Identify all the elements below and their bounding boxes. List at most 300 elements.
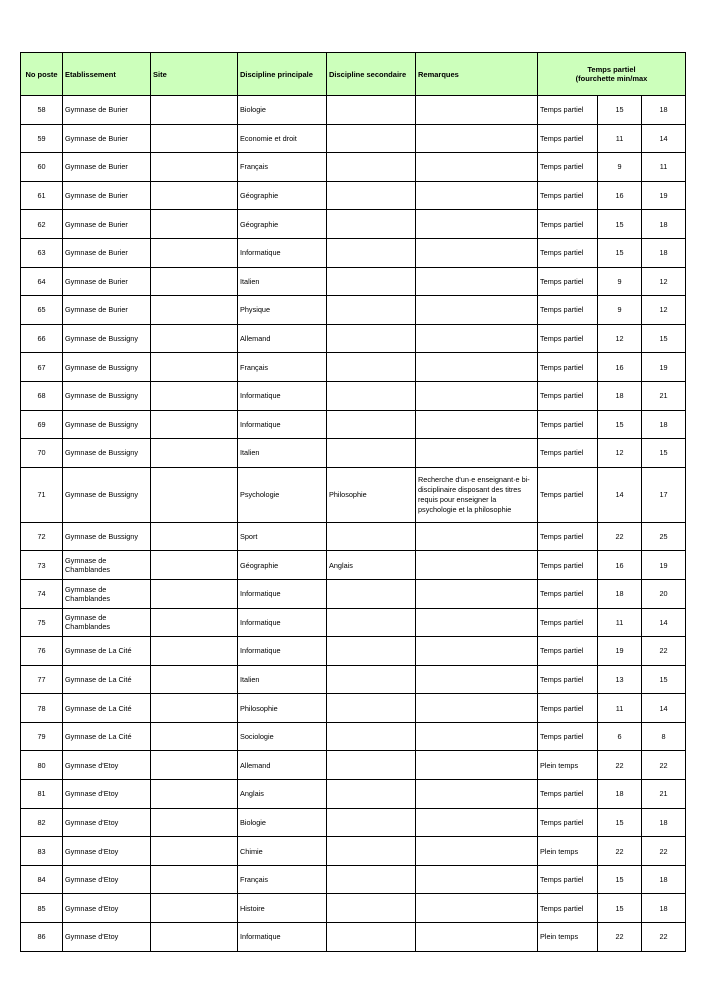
cell-site (151, 923, 238, 952)
cell-temps-type: Temps partiel (538, 865, 598, 894)
cell-etablissement: Gymnase de La Cité (63, 665, 151, 694)
table-row (21, 751, 686, 780)
cell-no-poste: 81 (21, 780, 63, 809)
cell-site (151, 467, 238, 522)
table-row (21, 238, 686, 267)
cell-max: 18 (642, 210, 686, 239)
cell-discipline-secondaire (327, 296, 416, 325)
cell-no-poste: 86 (21, 923, 63, 952)
cell-no-poste: 60 (21, 153, 63, 182)
header-discipline-secondaire: Discipline secondaire (327, 53, 416, 96)
cell-etablissement: Gymnase de La Cité (63, 637, 151, 666)
cell-remarques (416, 694, 538, 723)
cell-discipline-secondaire: Anglais (327, 551, 416, 580)
cell-remarques (416, 780, 538, 809)
cell-temps-type: Temps partiel (538, 522, 598, 551)
cell-discipline-secondaire (327, 381, 416, 410)
cell-min: 15 (598, 238, 642, 267)
cell-site (151, 722, 238, 751)
cell-etablissement: Gymnase de Chamblandes (63, 579, 151, 608)
cell-discipline-secondaire (327, 808, 416, 837)
cell-min: 9 (598, 153, 642, 182)
cell-no-poste: 61 (21, 181, 63, 210)
cell-site (151, 579, 238, 608)
cell-discipline-principale: Sport (238, 522, 327, 551)
cell-remarques (416, 96, 538, 125)
cell-etablissement: Gymnase de Burier (63, 238, 151, 267)
cell-site (151, 439, 238, 468)
cell-remarques (416, 865, 538, 894)
cell-discipline-secondaire (327, 96, 416, 125)
cell-max: 15 (642, 439, 686, 468)
cell-etablissement: Gymnase de Burier (63, 153, 151, 182)
cell-temps-type: Temps partiel (538, 665, 598, 694)
cell-no-poste: 82 (21, 808, 63, 837)
cell-remarques (416, 522, 538, 551)
cell-site (151, 522, 238, 551)
cell-no-poste: 70 (21, 439, 63, 468)
cell-etablissement: Gymnase de Bussigny (63, 353, 151, 382)
cell-min: 18 (598, 381, 642, 410)
cell-etablissement: Gymnase de Bussigny (63, 522, 151, 551)
table-row (21, 267, 686, 296)
cell-site (151, 410, 238, 439)
cell-discipline-secondaire (327, 353, 416, 382)
cell-max: 14 (642, 608, 686, 637)
cell-no-poste: 63 (21, 238, 63, 267)
cell-max: 18 (642, 894, 686, 923)
cell-etablissement: Gymnase de Burier (63, 267, 151, 296)
cell-max: 22 (642, 637, 686, 666)
cell-min: 16 (598, 353, 642, 382)
cell-site (151, 837, 238, 866)
cell-min: 18 (598, 780, 642, 809)
cell-discipline-principale: Géographie (238, 210, 327, 239)
cell-discipline-secondaire (327, 780, 416, 809)
cell-temps-type: Temps partiel (538, 124, 598, 153)
cell-max: 18 (642, 808, 686, 837)
cell-site (151, 96, 238, 125)
cell-discipline-secondaire (327, 439, 416, 468)
cell-discipline-principale: Informatique (238, 637, 327, 666)
cell-discipline-secondaire (327, 608, 416, 637)
table-row (21, 694, 686, 723)
cell-site (151, 665, 238, 694)
cell-min: 15 (598, 410, 642, 439)
cell-discipline-principale: Sociologie (238, 722, 327, 751)
cell-site (151, 296, 238, 325)
cell-min: 14 (598, 467, 642, 522)
cell-max: 19 (642, 551, 686, 580)
cell-etablissement: Gymnase d'Etoy (63, 751, 151, 780)
table-row (21, 894, 686, 923)
cell-temps-type: Temps partiel (538, 722, 598, 751)
cell-no-poste: 77 (21, 665, 63, 694)
cell-etablissement: Gymnase de Bussigny (63, 410, 151, 439)
cell-max: 11 (642, 153, 686, 182)
cell-temps-type: Temps partiel (538, 439, 598, 468)
cell-etablissement: Gymnase de Burier (63, 181, 151, 210)
cell-temps-type: Plein temps (538, 923, 598, 952)
cell-discipline-secondaire (327, 894, 416, 923)
header-site: Site (151, 53, 238, 96)
cell-no-poste: 65 (21, 296, 63, 325)
cell-discipline-secondaire (327, 722, 416, 751)
cell-site (151, 267, 238, 296)
table-row (21, 551, 686, 580)
table-row (21, 210, 686, 239)
cell-max: 18 (642, 238, 686, 267)
table-row (21, 522, 686, 551)
cell-remarques (416, 923, 538, 952)
cell-etablissement: Gymnase d'Etoy (63, 865, 151, 894)
cell-discipline-secondaire (327, 694, 416, 723)
cell-remarques (416, 722, 538, 751)
cell-remarques (416, 410, 538, 439)
cell-temps-type: Plein temps (538, 837, 598, 866)
cell-etablissement: Gymnase d'Etoy (63, 837, 151, 866)
cell-discipline-principale: Informatique (238, 381, 327, 410)
cell-discipline-principale: Informatique (238, 410, 327, 439)
cell-site (151, 181, 238, 210)
cell-min: 15 (598, 210, 642, 239)
cell-site (151, 637, 238, 666)
cell-discipline-secondaire: Philosophie (327, 467, 416, 522)
cell-discipline-secondaire (327, 181, 416, 210)
cell-discipline-secondaire (327, 637, 416, 666)
cell-discipline-secondaire (327, 837, 416, 866)
cell-discipline-principale: Philosophie (238, 694, 327, 723)
cell-remarques (416, 210, 538, 239)
cell-min: 22 (598, 923, 642, 952)
cell-no-poste: 72 (21, 522, 63, 551)
cell-etablissement: Gymnase de Bussigny (63, 381, 151, 410)
table-row (21, 923, 686, 952)
cell-no-poste: 59 (21, 124, 63, 153)
cell-discipline-secondaire (327, 923, 416, 952)
cell-no-poste: 66 (21, 324, 63, 353)
header-remarques: Remarques (416, 53, 538, 96)
cell-discipline-secondaire (327, 210, 416, 239)
cell-discipline-principale: Italien (238, 665, 327, 694)
cell-etablissement: Gymnase de Burier (63, 296, 151, 325)
cell-remarques (416, 238, 538, 267)
cell-min: 16 (598, 551, 642, 580)
header-row (21, 53, 686, 96)
cell-max: 18 (642, 410, 686, 439)
cell-etablissement: Gymnase d'Etoy (63, 808, 151, 837)
cell-min: 11 (598, 124, 642, 153)
cell-remarques (416, 324, 538, 353)
cell-no-poste: 80 (21, 751, 63, 780)
cell-site (151, 353, 238, 382)
cell-min: 16 (598, 181, 642, 210)
cell-etablissement: Gymnase de Bussigny (63, 439, 151, 468)
cell-temps-type: Temps partiel (538, 637, 598, 666)
header-temps-partiel (538, 53, 686, 96)
cell-no-poste: 69 (21, 410, 63, 439)
table-row (21, 324, 686, 353)
cell-temps-type: Temps partiel (538, 694, 598, 723)
cell-no-poste: 79 (21, 722, 63, 751)
table-row (21, 837, 686, 866)
cell-no-poste: 68 (21, 381, 63, 410)
cell-discipline-principale: Chimie (238, 837, 327, 866)
cell-max: 17 (642, 467, 686, 522)
cell-discipline-principale: Psychologie (238, 467, 327, 522)
cell-min: 15 (598, 808, 642, 837)
cell-remarques (416, 381, 538, 410)
cell-temps-type: Temps partiel (538, 324, 598, 353)
cell-max: 21 (642, 780, 686, 809)
cell-temps-type: Temps partiel (538, 96, 598, 125)
cell-min: 13 (598, 665, 642, 694)
cell-temps-type: Temps partiel (538, 808, 598, 837)
cell-discipline-principale: Informatique (238, 579, 327, 608)
cell-etablissement: Gymnase de Burier (63, 96, 151, 125)
positions-table (20, 52, 686, 952)
table-row (21, 410, 686, 439)
cell-discipline-principale: Histoire (238, 894, 327, 923)
cell-min: 12 (598, 439, 642, 468)
cell-etablissement: Gymnase de Chamblandes (63, 608, 151, 637)
cell-discipline-secondaire (327, 865, 416, 894)
header-fourchette: (fourchette min/max (575, 74, 648, 83)
cell-min: 15 (598, 865, 642, 894)
cell-discipline-principale: Italien (238, 439, 327, 468)
cell-remarques (416, 551, 538, 580)
cell-site (151, 153, 238, 182)
cell-site (151, 780, 238, 809)
header-discipline-principale: Discipline principale (238, 53, 327, 96)
cell-temps-type: Temps partiel (538, 267, 598, 296)
cell-discipline-secondaire (327, 522, 416, 551)
cell-site (151, 324, 238, 353)
cell-max: 14 (642, 124, 686, 153)
cell-max: 15 (642, 665, 686, 694)
cell-no-poste: 58 (21, 96, 63, 125)
cell-site (151, 694, 238, 723)
cell-discipline-secondaire (327, 751, 416, 780)
cell-site (151, 808, 238, 837)
cell-discipline-principale: Biologie (238, 96, 327, 125)
cell-remarques (416, 124, 538, 153)
cell-temps-type: Temps partiel (538, 551, 598, 580)
cell-discipline-secondaire (327, 665, 416, 694)
cell-max: 15 (642, 324, 686, 353)
cell-remarques: Recherche d'un·e enseignant·e bi-disciplinaire disposant des titres requis pour enseigner la psychologie et la philosophie (416, 467, 538, 522)
cell-remarques (416, 353, 538, 382)
header-no-poste: No poste (21, 53, 63, 96)
cell-etablissement: Gymnase d'Etoy (63, 780, 151, 809)
cell-remarques (416, 579, 538, 608)
cell-discipline-principale: Allemand (238, 324, 327, 353)
cell-min: 9 (598, 267, 642, 296)
cell-site (151, 551, 238, 580)
cell-no-poste: 83 (21, 837, 63, 866)
cell-temps-type: Temps partiel (538, 608, 598, 637)
cell-discipline-principale: Anglais (238, 780, 327, 809)
table-row (21, 153, 686, 182)
cell-min: 12 (598, 324, 642, 353)
cell-max: 21 (642, 381, 686, 410)
cell-min: 15 (598, 894, 642, 923)
table-row (21, 353, 686, 382)
cell-no-poste: 85 (21, 894, 63, 923)
table-row (21, 637, 686, 666)
cell-min: 6 (598, 722, 642, 751)
cell-temps-type: Temps partiel (538, 410, 598, 439)
cell-discipline-principale: Physique (238, 296, 327, 325)
cell-remarques (416, 837, 538, 866)
cell-min: 9 (598, 296, 642, 325)
table-row (21, 722, 686, 751)
cell-discipline-secondaire (327, 238, 416, 267)
cell-temps-type: Temps partiel (538, 467, 598, 522)
cell-etablissement: Gymnase de Bussigny (63, 324, 151, 353)
table-row (21, 181, 686, 210)
cell-max: 22 (642, 751, 686, 780)
cell-no-poste: 67 (21, 353, 63, 382)
cell-temps-type: Temps partiel (538, 181, 598, 210)
table-row (21, 608, 686, 637)
cell-discipline-principale: Biologie (238, 808, 327, 837)
cell-site (151, 751, 238, 780)
cell-temps-type: Temps partiel (538, 894, 598, 923)
cell-max: 25 (642, 522, 686, 551)
cell-remarques (416, 181, 538, 210)
cell-no-poste: 71 (21, 467, 63, 522)
table-row (21, 296, 686, 325)
cell-no-poste: 64 (21, 267, 63, 296)
cell-max: 14 (642, 694, 686, 723)
cell-etablissement: Gymnase d'Etoy (63, 894, 151, 923)
cell-discipline-principale: Géographie (238, 551, 327, 580)
cell-temps-type: Plein temps (538, 751, 598, 780)
table-row (21, 124, 686, 153)
cell-discipline-principale: Informatique (238, 923, 327, 952)
cell-max: 12 (642, 296, 686, 325)
cell-site (151, 865, 238, 894)
cell-site (151, 381, 238, 410)
cell-min: 18 (598, 579, 642, 608)
cell-remarques (416, 751, 538, 780)
cell-min: 11 (598, 608, 642, 637)
cell-max: 19 (642, 181, 686, 210)
cell-etablissement: Gymnase d'Etoy (63, 923, 151, 952)
cell-site (151, 608, 238, 637)
cell-discipline-principale: Français (238, 153, 327, 182)
cell-no-poste: 78 (21, 694, 63, 723)
cell-discipline-principale: Allemand (238, 751, 327, 780)
table-row (21, 467, 686, 522)
cell-discipline-principale: Français (238, 353, 327, 382)
table-row (21, 439, 686, 468)
cell-remarques (416, 267, 538, 296)
cell-etablissement: Gymnase de Bussigny (63, 467, 151, 522)
cell-max: 22 (642, 923, 686, 952)
cell-remarques (416, 637, 538, 666)
cell-min: 22 (598, 522, 642, 551)
header-temps-partiel-title: Temps partiel (587, 65, 636, 74)
cell-etablissement: Gymnase de Burier (63, 210, 151, 239)
cell-no-poste: 84 (21, 865, 63, 894)
cell-site (151, 238, 238, 267)
cell-no-poste: 73 (21, 551, 63, 580)
cell-site (151, 124, 238, 153)
cell-discipline-principale: Informatique (238, 238, 327, 267)
cell-no-poste: 76 (21, 637, 63, 666)
cell-max: 19 (642, 353, 686, 382)
table-row (21, 579, 686, 608)
cell-min: 19 (598, 637, 642, 666)
cell-temps-type: Temps partiel (538, 780, 598, 809)
cell-discipline-principale: Français (238, 865, 327, 894)
table-row (21, 96, 686, 125)
cell-max: 8 (642, 722, 686, 751)
cell-temps-type: Temps partiel (538, 153, 598, 182)
cell-remarques (416, 439, 538, 468)
cell-discipline-secondaire (327, 153, 416, 182)
cell-min: 15 (598, 96, 642, 125)
cell-discipline-principale: Italien (238, 267, 327, 296)
cell-temps-type: Temps partiel (538, 210, 598, 239)
cell-discipline-principale: Géographie (238, 181, 327, 210)
cell-remarques (416, 894, 538, 923)
cell-temps-type: Temps partiel (538, 353, 598, 382)
table-row (21, 381, 686, 410)
table-row (21, 665, 686, 694)
cell-discipline-principale: Informatique (238, 608, 327, 637)
cell-no-poste: 75 (21, 608, 63, 637)
cell-no-poste: 74 (21, 579, 63, 608)
cell-min: 11 (598, 694, 642, 723)
cell-discipline-secondaire (327, 267, 416, 296)
cell-etablissement: Gymnase de La Cité (63, 694, 151, 723)
cell-remarques (416, 296, 538, 325)
cell-remarques (416, 608, 538, 637)
cell-site (151, 894, 238, 923)
cell-temps-type: Temps partiel (538, 381, 598, 410)
cell-remarques (416, 665, 538, 694)
cell-max: 20 (642, 579, 686, 608)
cell-site (151, 210, 238, 239)
cell-temps-type: Temps partiel (538, 238, 598, 267)
cell-discipline-secondaire (327, 124, 416, 153)
cell-max: 18 (642, 96, 686, 125)
table-row (21, 780, 686, 809)
cell-remarques (416, 808, 538, 837)
table-row (21, 808, 686, 837)
cell-max: 22 (642, 837, 686, 866)
cell-temps-type: Temps partiel (538, 296, 598, 325)
header-etablissement: Etablissement (63, 53, 151, 96)
cell-temps-type: Temps partiel (538, 579, 598, 608)
cell-discipline-secondaire (327, 410, 416, 439)
table-row (21, 865, 686, 894)
cell-max: 18 (642, 865, 686, 894)
cell-etablissement: Gymnase de La Cité (63, 722, 151, 751)
cell-etablissement: Gymnase de Chamblandes (63, 551, 151, 580)
cell-remarques (416, 153, 538, 182)
cell-min: 22 (598, 837, 642, 866)
cell-no-poste: 62 (21, 210, 63, 239)
cell-max: 12 (642, 267, 686, 296)
cell-discipline-principale: Economie et droit (238, 124, 327, 153)
cell-min: 22 (598, 751, 642, 780)
cell-discipline-secondaire (327, 579, 416, 608)
cell-etablissement: Gymnase de Burier (63, 124, 151, 153)
